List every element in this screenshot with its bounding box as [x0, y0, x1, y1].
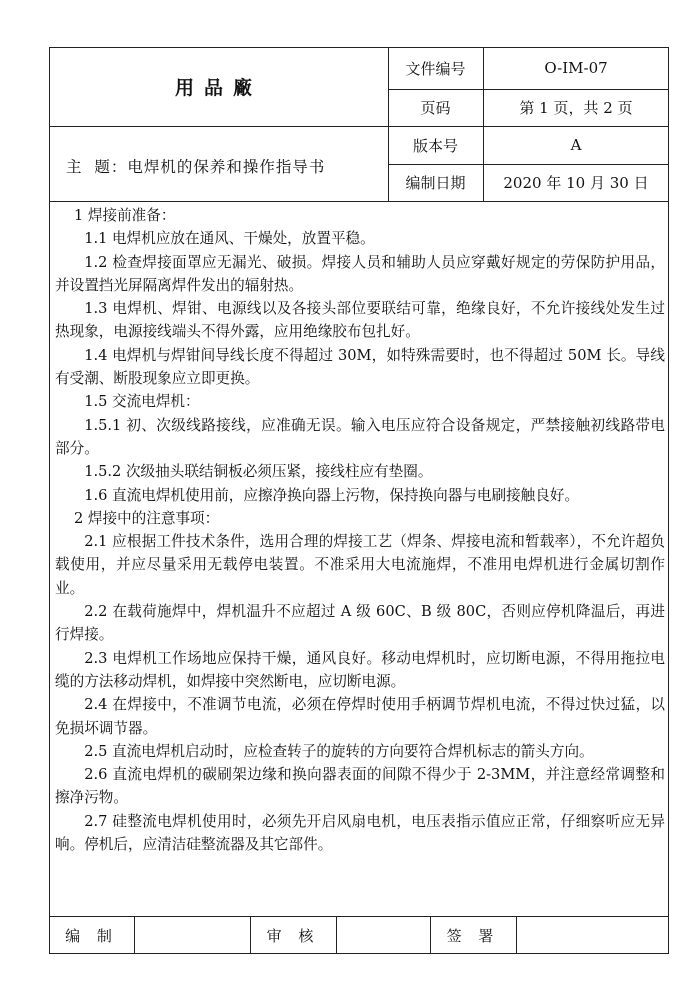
- paragraph: 2.1 应根据工件技术条件，选用合理的焊接工艺（焊条、焊接电流和暂载率），不允许超负载使用，并应尽量采用无载停电装置。不准采用大电流施焊，不准用电焊机进行金属切割作业。: [55, 533, 665, 597]
- header-divider: [49, 201, 669, 202]
- paragraph: 1.3 电焊机、焊钳、电源线以及各接头部位要联结可靠，绝缘良好，不允许接线处发生过热现象，电源接线端头不得外露，应用绝缘胶布包扎好。: [55, 300, 665, 341]
- paragraph: 1.5.2 次级抽头联结铜板必须压紧，接线柱应有垫圈。: [84, 463, 433, 481]
- paragraph: 2.2 在载荷施焊中，焊机温升不应超过 A 级 60C、B 级 80C，否则应停机降温后，再进行焊接。: [55, 603, 665, 644]
- review-signature-field: [336, 916, 430, 954]
- field-label-doc-number: 文件编号: [405, 59, 466, 78]
- subject-prefix: 主 题：: [66, 158, 128, 176]
- subject-title: 电焊机的保养和操作指导书: [127, 158, 326, 176]
- paragraph: 2.3 电焊机工作场地应保持干燥，通风良好。移动电焊机时，应切断电源，不得用拖拉电缆的方法移动焊机，如焊接中突然断电，应切断电源。: [55, 649, 665, 690]
- sign-signature-field: [516, 916, 669, 954]
- paragraph: 2.6 直流电焊机的碳刷架边缘和换向器表面的间隙不得少于 2-3MM，并注意经常调整和擦净污物。: [55, 766, 665, 807]
- field-value-page: 第 1 页，共 2 页: [519, 99, 633, 117]
- field-value-version: A: [570, 136, 582, 154]
- section-heading: 1 焊接前准备：: [73, 207, 176, 224]
- instructions-body: [55, 204, 665, 856]
- paragraph: 1.6 直流电焊机使用前，应擦净换向器上污物，保持换向器与电刷接触良好。: [84, 486, 580, 504]
- paragraph: 1.5 交流电焊机：: [84, 393, 200, 411]
- paragraph: 1.4 电焊机与焊钳间导线长度不得超过 30M，如特殊需要时，也不得超过 50M 长。导线有受潮、断股现象应立即更换。: [55, 346, 665, 388]
- field-label-version: 版本号: [412, 136, 458, 155]
- compile-signature-field: [134, 916, 250, 954]
- field-label-date: 编制日期: [405, 174, 466, 192]
- paragraph: 1.5.1 初、次级线路接线，应准确无误。输入电压应符合设备规定，严禁接触初线路带电部分。: [55, 416, 665, 457]
- review-label: 审 核: [266, 926, 320, 945]
- field-value-date: 2020 年 10 月 30 日: [503, 174, 649, 192]
- company-name: 用品廠: [174, 77, 262, 99]
- subject-line: [66, 146, 325, 186]
- paragraph: 2.7 硅整流电焊机使用时，必须先开启风扇电机，电压表指示值应正常，仔细察听应无异响。停机后，应清洁硅整流器及其它部件。: [55, 812, 665, 854]
- field-value-doc-number: O-IM-07: [544, 59, 608, 77]
- section-heading: 2 焊接中的注意事项：: [73, 509, 220, 527]
- field-label-page: 页码: [420, 99, 451, 117]
- paragraph: 1.1 电焊机应放在通风、干燥处，放置平稳。: [84, 230, 375, 248]
- compile-label: 编 制: [65, 926, 118, 945]
- paragraph: 2.5 直流电焊机启动时，应检查转子的旋转的方向要符合焊机标志的箭头方向。: [84, 742, 594, 760]
- paragraph: 1.2 检查焊接面罩应无漏光、破损。焊接人员和辅助人员应穿戴好规定的劳保防护用品，并设置挡光屏隔离焊件发出的辐射热。: [55, 253, 665, 294]
- paragraph: 2.4 在焊接中，不准调节电流，必须在停焊时使用手柄调节焊机电流，不得过快过猛，以免损坏调节器。: [55, 696, 665, 737]
- sign-label: 签 署: [446, 926, 500, 945]
